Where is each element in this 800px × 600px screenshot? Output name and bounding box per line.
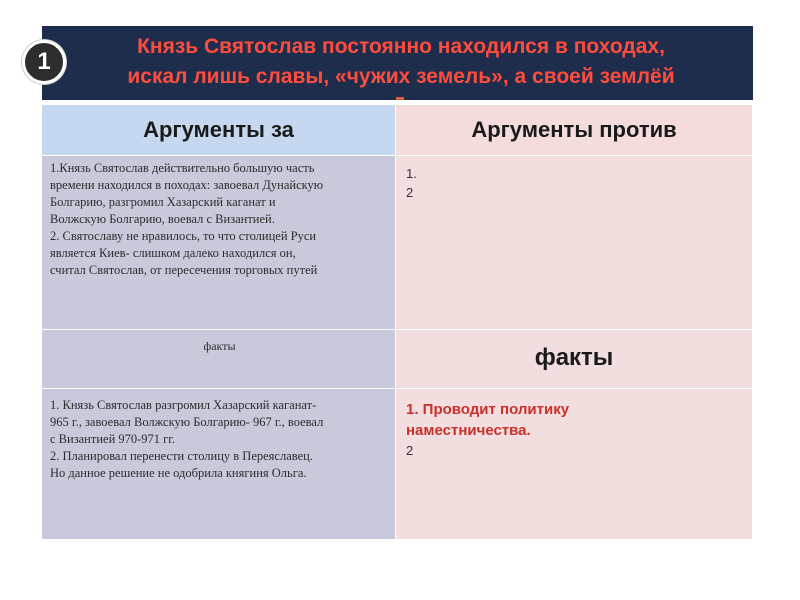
arguments-for-cell [42,156,396,330]
facts-for-text [42,389,395,482]
banner-line-1: Князь Святослав постоянно находился в походах, [137,35,665,58]
text-line: является Киев- слишком далеко находился он, [50,246,296,260]
facts-label-against: факты [534,344,614,371]
text-line: 2. Святославу не нравилось, то что столицей Руси [50,229,317,243]
text-line: 2 [406,443,414,458]
text-line: 965 г., завоевал Волжскую Болгарию- 967 г., воевал [50,415,324,429]
facts-label-against-cell [396,330,753,389]
slide-number-badge: 1 [22,40,66,84]
text-line: Волжскую Болгарию, воевал с Византией. [50,212,275,226]
text-line: Болгарию, разгромил Хазарский каганат и [50,195,276,209]
text-line: 2 [406,185,414,200]
facts-label-for-cell [42,330,396,389]
facts-against-text [396,389,752,460]
text-line: 1. Князь Святослав разгромил Хазарский каганат- [50,398,317,412]
table-row-facts [42,389,753,540]
text-line: с Византией 970-971 гг. [50,432,176,446]
banner-dash [396,97,404,100]
facts-for-cell [42,389,396,540]
text-line: считал Святослав, от пересечения торговых путей [50,263,318,277]
banner-line-2: искал лишь славы, «чужих земель», а своей землёй [127,65,675,88]
text-line: 1. Проводит политику [406,401,570,418]
text-line: 1. [406,166,417,181]
text-line: времени находился в походах: завоевал Дунайскую [50,178,324,192]
text-line: Но данное решение не одобрила княгиня Ольга. [50,466,307,480]
text-line: 1.Князь Святослав действительно большую часть [50,161,315,175]
header-against: Аргументы против [471,117,677,142]
table-header-row [42,105,753,156]
text-line: 2. Планировал перенести столицу в Переяславец. [50,449,313,463]
title-banner [42,26,753,100]
arguments-against-text [396,156,752,202]
arguments-table [41,104,753,540]
header-against-cell [396,105,753,156]
header-for: Аргументы за [143,117,294,142]
table-row-arguments [42,156,753,330]
facts-against-cell [396,389,753,540]
banner-text [56,32,746,92]
facts-label-for: факты [203,339,236,353]
table-row-facts-label [42,330,753,389]
arguments-against-cell [396,156,753,330]
text-line: наместничества. [406,422,531,439]
arguments-for-text [42,156,395,279]
header-for-cell [42,105,396,156]
